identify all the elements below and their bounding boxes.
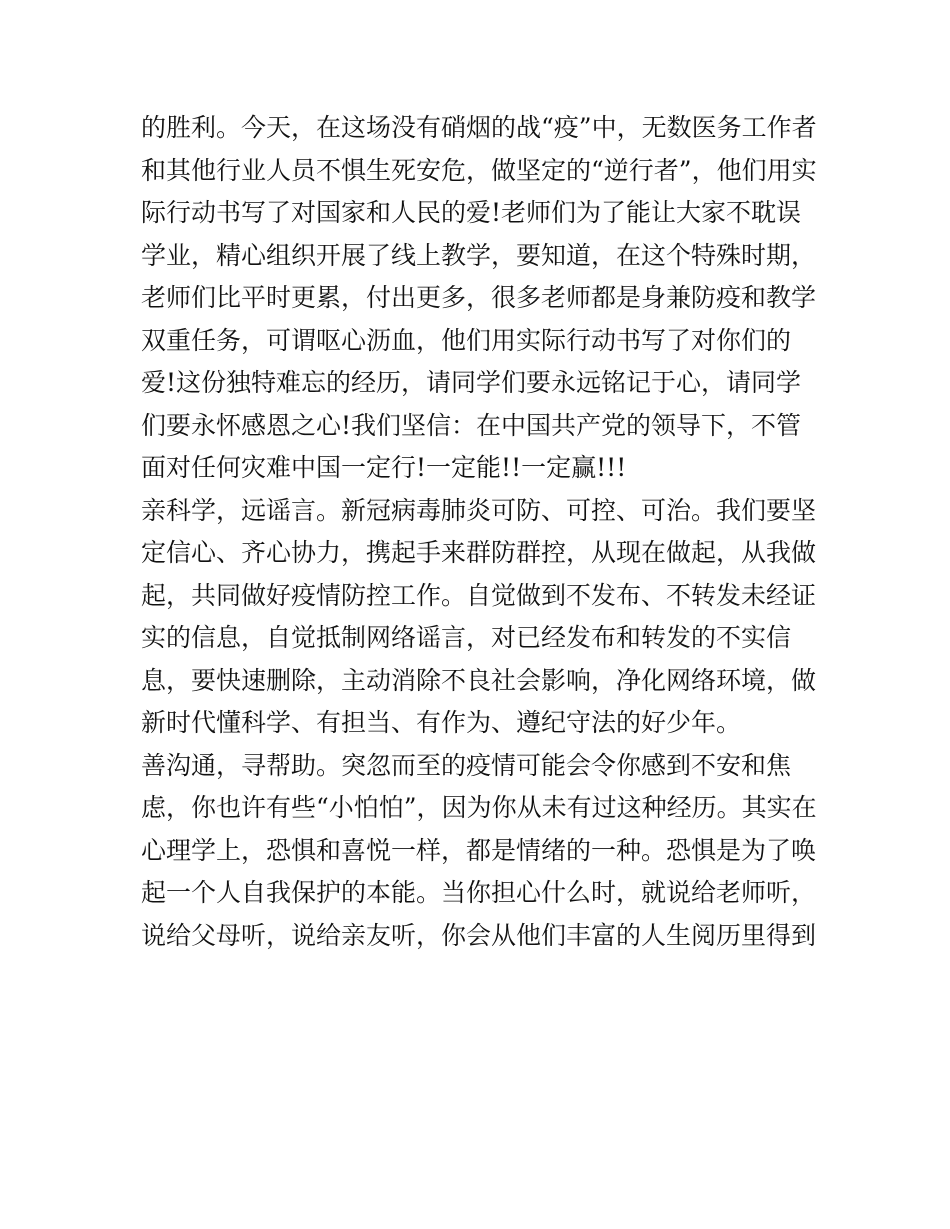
text-line: 面对任何灾难中国一定行!一定能!!一定赢!!! <box>141 453 627 482</box>
text-line: 亲科学，远谣言。新冠病毒肺炎可防、可控、可治。我们要坚 <box>141 495 817 525</box>
text-line: 实的信息，自觉抵制网络谣言，对已经发布和转发的不实信 <box>141 623 792 652</box>
text-line: 新时代懂科学、有担当、有作为、遵纪守法的好少年。 <box>141 708 742 737</box>
text-line: 虑，你也许有些“小怕怕”，因为你从未有过这种经历。其实在 <box>141 793 817 822</box>
text-line: 起一个人自我保护的本能。当你担心什么时，就说给老师听， <box>141 878 817 907</box>
text-line: 心理学上，恐惧和喜悦一样，都是情绪的一种。恐惧是为了唤 <box>141 835 817 865</box>
text-line: 息，要快速删除，主动消除不良社会影响，净化网络环境，做 <box>141 665 817 695</box>
text-line: 老师们比平时更累，付出更多，很多老师都是身兼防疫和教学 <box>141 283 817 312</box>
text-line: 学业，精心组织开展了线上教学，要知道，在这个特殊时期， <box>141 240 817 270</box>
text-line: 和其他行业人员不惧生死安危，做坚定的“逆行者”，他们用实 <box>141 155 817 185</box>
text-line: 说给父母听，说给亲友听，你会从他们丰富的人生阅历里得到 <box>141 920 817 950</box>
text-line: 爱!这份独特难忘的经历，请同学们要永远铭记于心，请同学 <box>141 368 802 397</box>
text-line: 善沟通，寻帮助。突忽而至的疫情可能会令你感到不安和焦 <box>141 750 792 780</box>
text-line: 起，共同做好疫情防控工作。自觉做到不发布、不转发未经证 <box>141 580 817 610</box>
text-line: 双重任务，可谓呕心沥血，他们用实际行动书写了对你们的 <box>141 325 792 355</box>
text-line: 定信心、齐心协力，携起手来群防群控，从现在做起，从我做 <box>141 538 817 567</box>
text-line: 际行动书写了对国家和人民的爱!老师们为了能让大家不耽误 <box>141 198 802 227</box>
text-line: 的胜利。今天，在这场没有硝烟的战“疫”中，无数医务工作者 <box>141 113 817 142</box>
text-line: 们要永怀感恩之心!我们坚信：在中国共产党的领导下，不管 <box>141 410 802 440</box>
body-text <box>141 107 821 957</box>
